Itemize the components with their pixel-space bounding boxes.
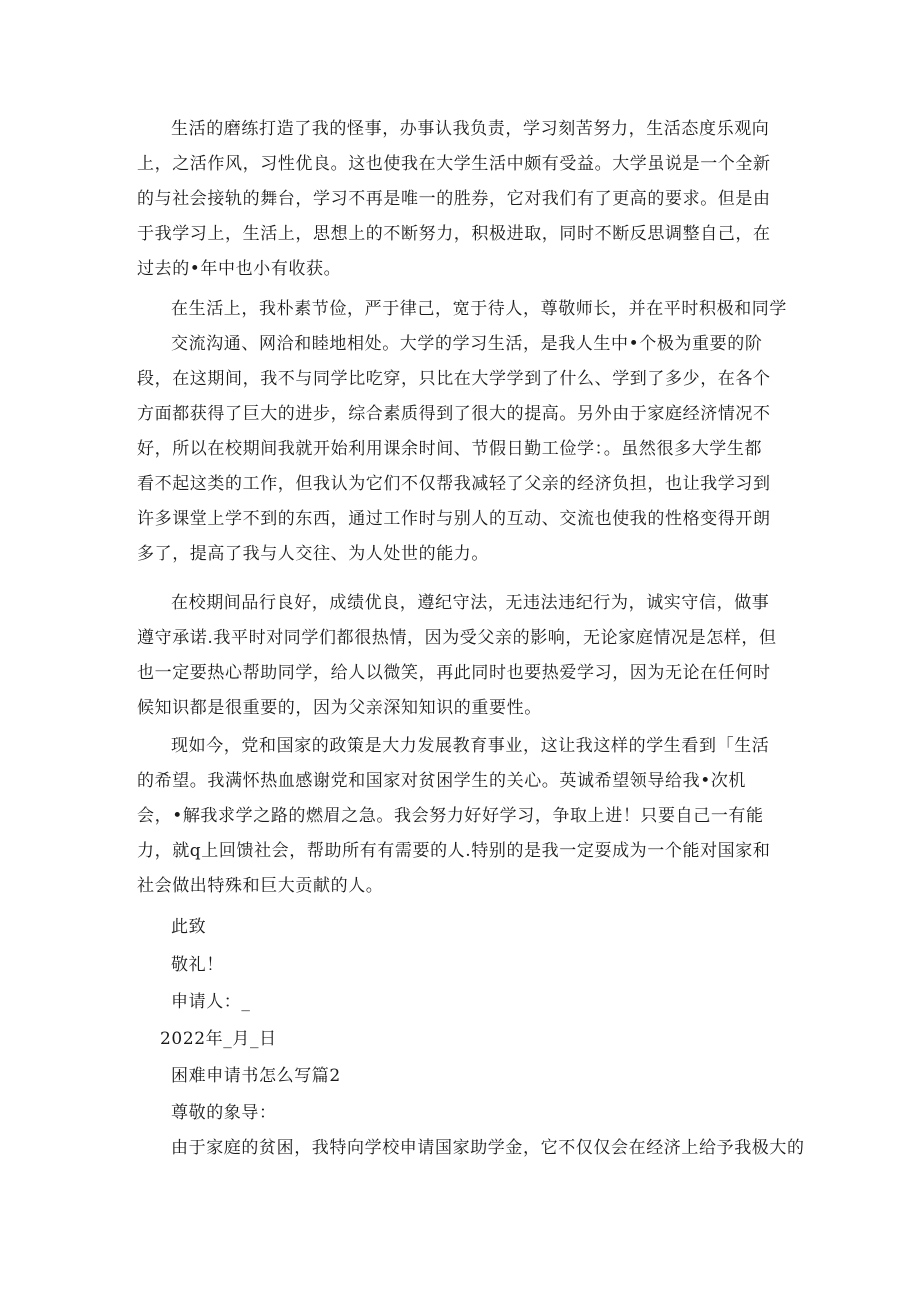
paragraph-application-start: 由于家庭的贫困，我特向学校申请国家助学金，它不仅仅会在经济上给予我极大的 xyxy=(171,1138,805,1158)
paragraph-policy: 现如今，党和国家的政策是大力发展教育事业，这让我这样的学生看到「生活的希望。我满怀热血感谢党和国家对贫困学生的关心。英诚希望领导给我•次机会，•解我求学之路的燃眉之急。我会努力好好学习，争取上进！只要自己一有能力，就q上回馈社会，帮助所有有需要的人.特别的是我一定耍成为一个能对国家和社会做出特殊和巨大贡献的人。 xyxy=(137,736,771,896)
applicant-signature: 申请人：_ xyxy=(171,992,251,1012)
paragraph-life-habits: 交流沟通、网洽和睦地相处。大学的学习生活，是我人生中•个极为重要的阶段，在这期间，我不与同学比吃穿，只比在大学学到了什么、学到了多少，在各个方面都获得了巨大的进步，综合素质得到了很大的提高。另外由于家庭经济情况不好，所以在校期间我就开始利用课余时间、节假日勤工俭学：。虽然很多大学生都看不起这类的工作，但我认为它们不仅帮我减轻了父亲的经济负担，也让我学习到许多课堂上学不到的东西，通过工作时与别人的互动、交流也使我的性格变得开朗多了，提高了我与人交往、为人处世的能力。 xyxy=(137,334,771,564)
paragraph-life-experience: 生活的磨练打造了我的怪事，办事认我负责，学习刻苦努力，生活态度乐观向上，之活作风，习性优良。这也使我在大学生活中颇有受益。大学虽说是一个全新的与社会接轨的舞台，学习不再是唯一的胜券，它对我们有了更高的要求。但是由于我学习上，生活上，思想上的不断努力，积极进取，同时不断反思调整自己，在过去的•年中也小有收获。 xyxy=(137,119,771,279)
closing-salute: 敬礼！ xyxy=(171,955,224,975)
letter-salutation: 尊敬的象导： xyxy=(171,1103,277,1123)
paragraph-life-habits-first-line: 在生活上，我朴素节俭，严于律己，宽于待人，尊敬师长，并在平时积极和同学 xyxy=(171,299,787,319)
paragraph-conduct: 在校期间品行良好，成绩优良，遵纪守法，无违法违纪行为，诚实守信，做事遵守承诺.我平时对同学们都很热情，因为受父亲的影响，无论家庭情况是怎样，但也一定要热心帮助同学，给人以微笑，再此同时也要热爱学习，因为无论在任何时候知识都是很重要的，因为父亲深知知识的重要性。 xyxy=(137,593,777,718)
section-heading: 困难申请书怎么写篇2 xyxy=(171,1066,341,1086)
closing-greeting: 此致 xyxy=(171,917,207,937)
application-date: 2022年_月_日 xyxy=(160,1029,277,1049)
